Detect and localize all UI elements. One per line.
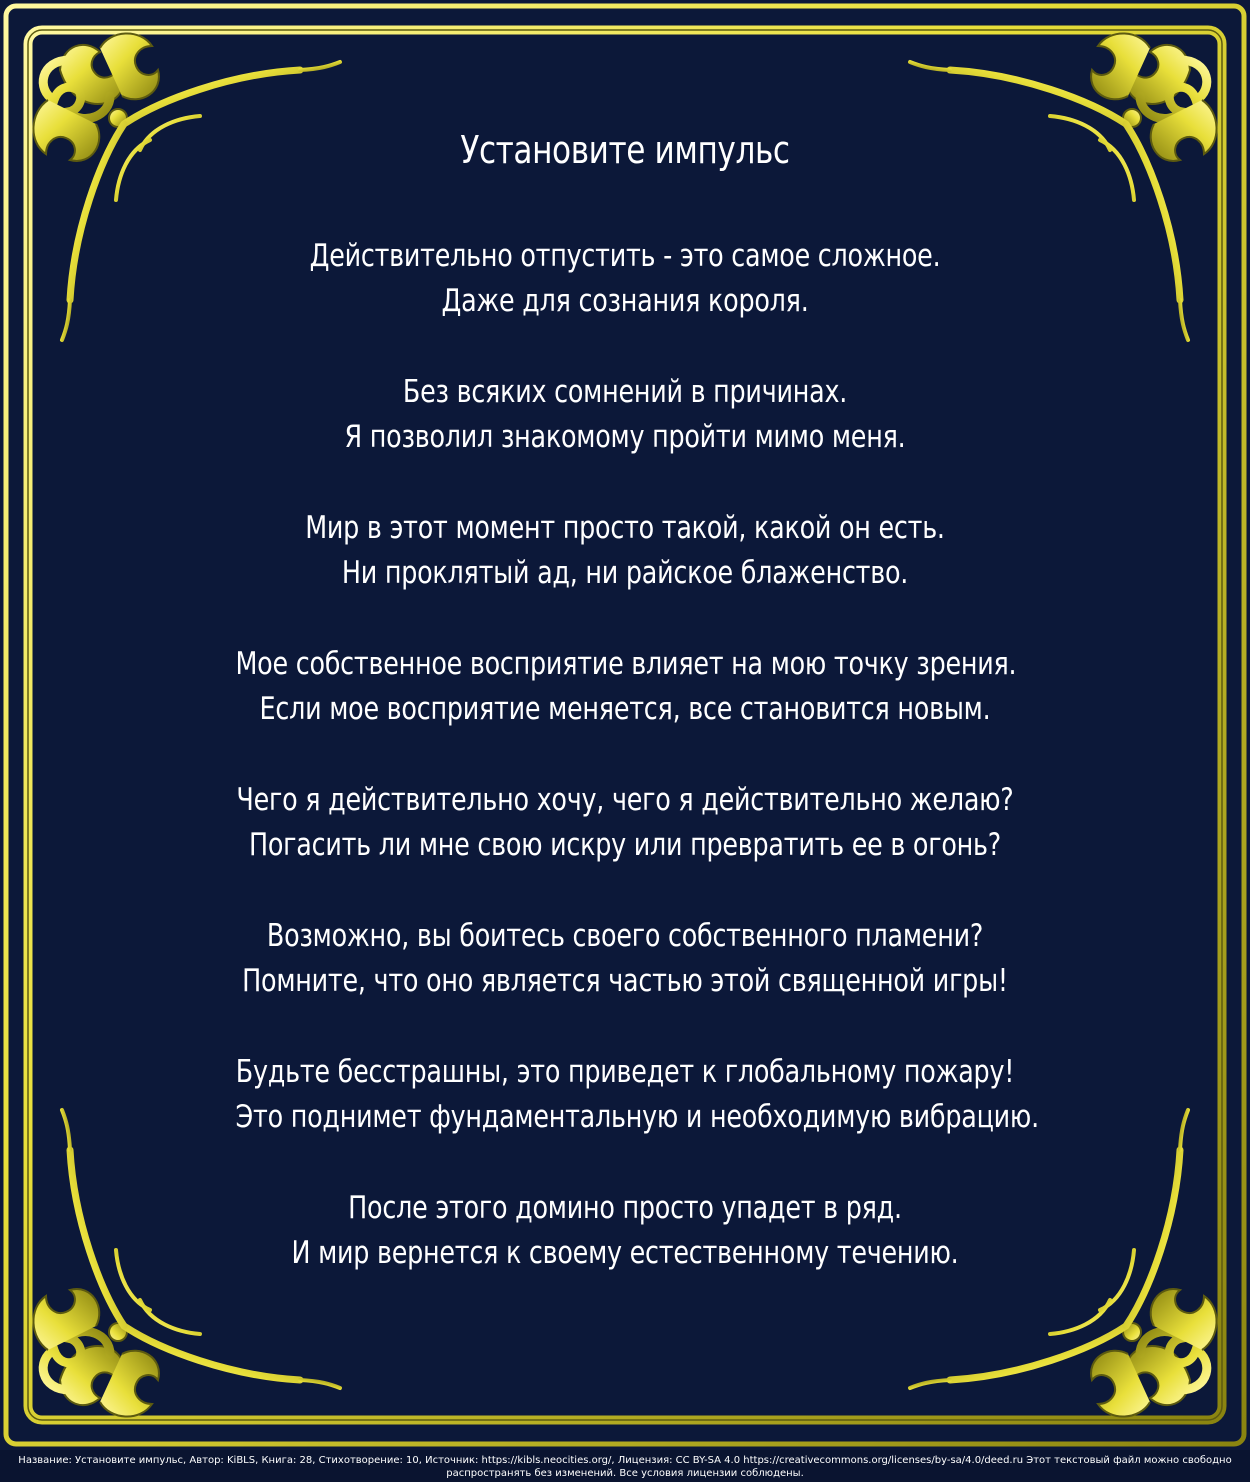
poem-line: Если мое восприятие меняется, все становится новым. [259, 691, 991, 727]
footer-line-1: Название: Установите импульс, Автор: KiBLS, Книга: 28, Стихотворение: 10, Источник: https://kibls.neocities.org/, Лицензия: CC BY-SA 4.0 https://creativecommons.org/licenses/by-sa/4.0/deed.ru Этот текстовый файл можно свободно [18, 1455, 1232, 1466]
stanza [236, 234, 1015, 324]
footer-line-2: распространять без изменений. Все условия лицензии соблюдены. [446, 1468, 804, 1479]
stanza [236, 506, 1015, 596]
poem-title: Установите импульс [460, 128, 790, 172]
poem-body [235, 120, 1039, 1322]
poem-line: Будьте бесстрашны, это приведет к глобальному пожару! [235, 1054, 1015, 1090]
stanza [236, 370, 1015, 460]
license-footer [0, 1450, 1250, 1482]
poem-line: Действительно отпустить - это самое сложное. [309, 238, 941, 274]
poem-line: После этого домино просто упадет в ряд. [348, 1190, 902, 1226]
poem-line: Погасить ли мне свою искру или превратить ее в огонь? [248, 827, 1002, 863]
poem-line: Мир в этот момент просто такой, какой он есть. [305, 510, 945, 546]
poem-line: Это поднимет фундаментальную и необходимую вибрацию. [235, 1099, 1039, 1135]
stanza [236, 642, 1015, 732]
poem-line: Я позволил знакомому пройти мимо меня. [344, 419, 906, 455]
poem-line: Без всяких сомнений в причинах. [402, 374, 848, 410]
poem-line: Возможно, вы боитесь своего собственного пламени? [266, 918, 984, 954]
poem-line: И мир вернется к своему естественному течению. [291, 1235, 959, 1271]
poem-line: Ни проклятый ад, ни райское блаженство. [341, 555, 909, 591]
poem-line: Мое собственное восприятие влияет на мою точку зрения. [235, 646, 1017, 682]
stanza [236, 1186, 1015, 1276]
stanza [236, 778, 1015, 868]
poem-line: Чего я действительно хочу, чего я действительно желаю? [236, 782, 1014, 818]
stanza [235, 1050, 1039, 1140]
poem-line: Даже для сознания короля. [441, 283, 809, 319]
stanza [236, 914, 1015, 1004]
poem-line: Помните, что оно является частью этой священной игры! [242, 963, 1008, 999]
